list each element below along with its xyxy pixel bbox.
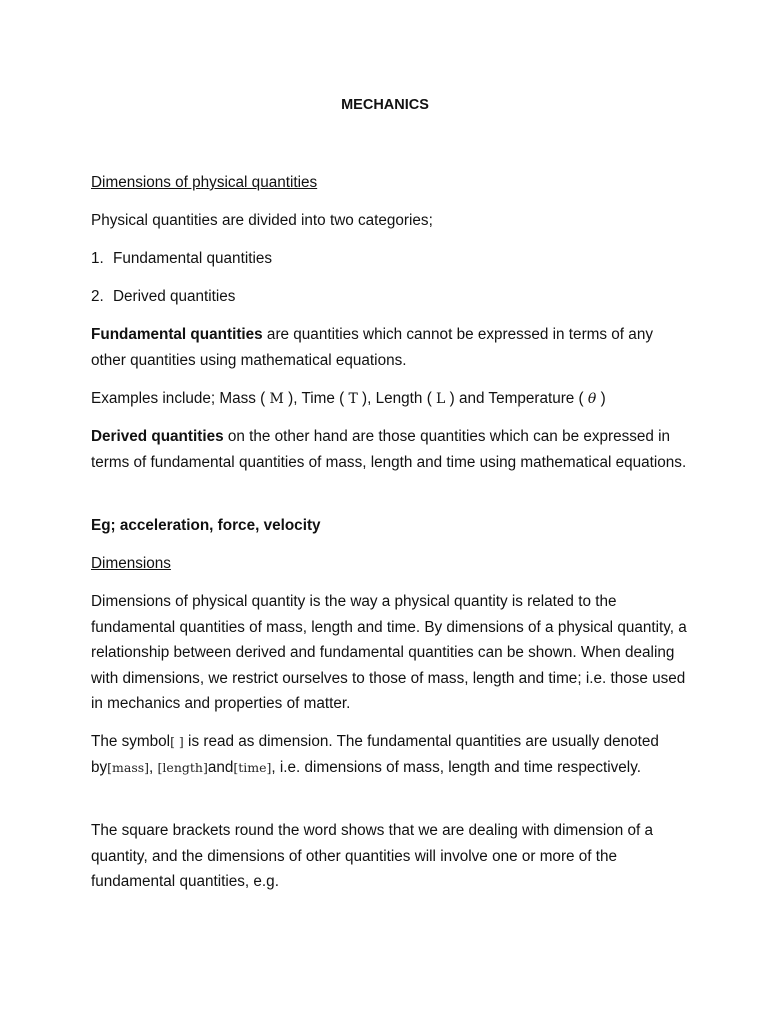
symbol-paragraph <box>91 729 691 780</box>
mass-symbol: M <box>269 391 284 407</box>
length-dimension: [length] <box>157 759 208 775</box>
examples-text: ), Time ( <box>283 390 349 407</box>
list-item <box>91 284 691 310</box>
dimensions-paragraph: Dimensions of physical quantity is the way a physical quantity is related to the fundamental quantities of mass, length and time. By dimensions of a physical quantity, a relationship between derived and fundamental quantities can be shown. When dealing with dimensions, we restrict ourselves to those of mass, length and time; i.e. those used in mechanics and properties of matter. <box>91 593 687 712</box>
list-item-text: Derived quantities <box>113 288 236 305</box>
separator-text: , <box>149 758 158 776</box>
examples-suffix: ) <box>596 390 606 407</box>
derived-term: Derived quantities <box>91 428 224 445</box>
time-dimension: [time] <box>233 759 272 775</box>
brackets-paragraph: The square brackets round the word shows that we are dealing with dimension of a quantity, and the dimensions of other quantities will involve one or more of the fundamental quantities, e.g. <box>91 822 654 890</box>
section-heading-dimensions: Dimensions <box>91 555 171 572</box>
list-item-number: 2. <box>91 288 104 305</box>
symbol-text: , i.e. dimensions of mass, length and time respectively. <box>271 758 641 776</box>
time-symbol: T <box>348 391 358 407</box>
derived-definition-paragraph <box>91 424 691 475</box>
intro-paragraph: Physical quantities are divided into two categories; <box>91 212 433 229</box>
symbol-text: is read as dimension. The fundamental quantities are usually denoted by <box>91 733 659 776</box>
examples-text: ), Length ( <box>357 390 437 407</box>
section-heading-dimensions-of-physical-quantities: Dimensions of physical quantities <box>91 174 318 191</box>
list-item-text: Fundamental quantities <box>113 250 273 267</box>
length-symbol: L <box>436 391 446 407</box>
separator-text: and <box>207 758 234 776</box>
fundamental-definition-paragraph <box>91 322 691 373</box>
symbol-text: The symbol <box>91 733 171 750</box>
dimension-symbol: [ ] <box>170 734 184 749</box>
examples-paragraph <box>91 386 691 413</box>
examples-prefix: Examples include; Mass ( <box>91 390 270 407</box>
derived-definition: on the other hand are those quantities which can be expressed in terms of fundamental quantities of mass, length and time using mathematical equations. <box>91 428 687 471</box>
page-title: MECHANICS <box>341 97 429 113</box>
fundamental-term: Fundamental quantities <box>91 326 263 343</box>
list-item <box>91 246 691 272</box>
temperature-symbol: θ <box>587 391 597 407</box>
examples-line: Eg; acceleration, force, velocity <box>91 517 321 534</box>
examples-text: ) and Temperature ( <box>445 390 588 407</box>
list-item-number: 1. <box>91 250 104 267</box>
fundamental-definition: are quantities which cannot be expressed in terms of any other quantities using mathematical equations. <box>91 326 653 369</box>
mass-dimension: [mass] <box>107 759 150 775</box>
